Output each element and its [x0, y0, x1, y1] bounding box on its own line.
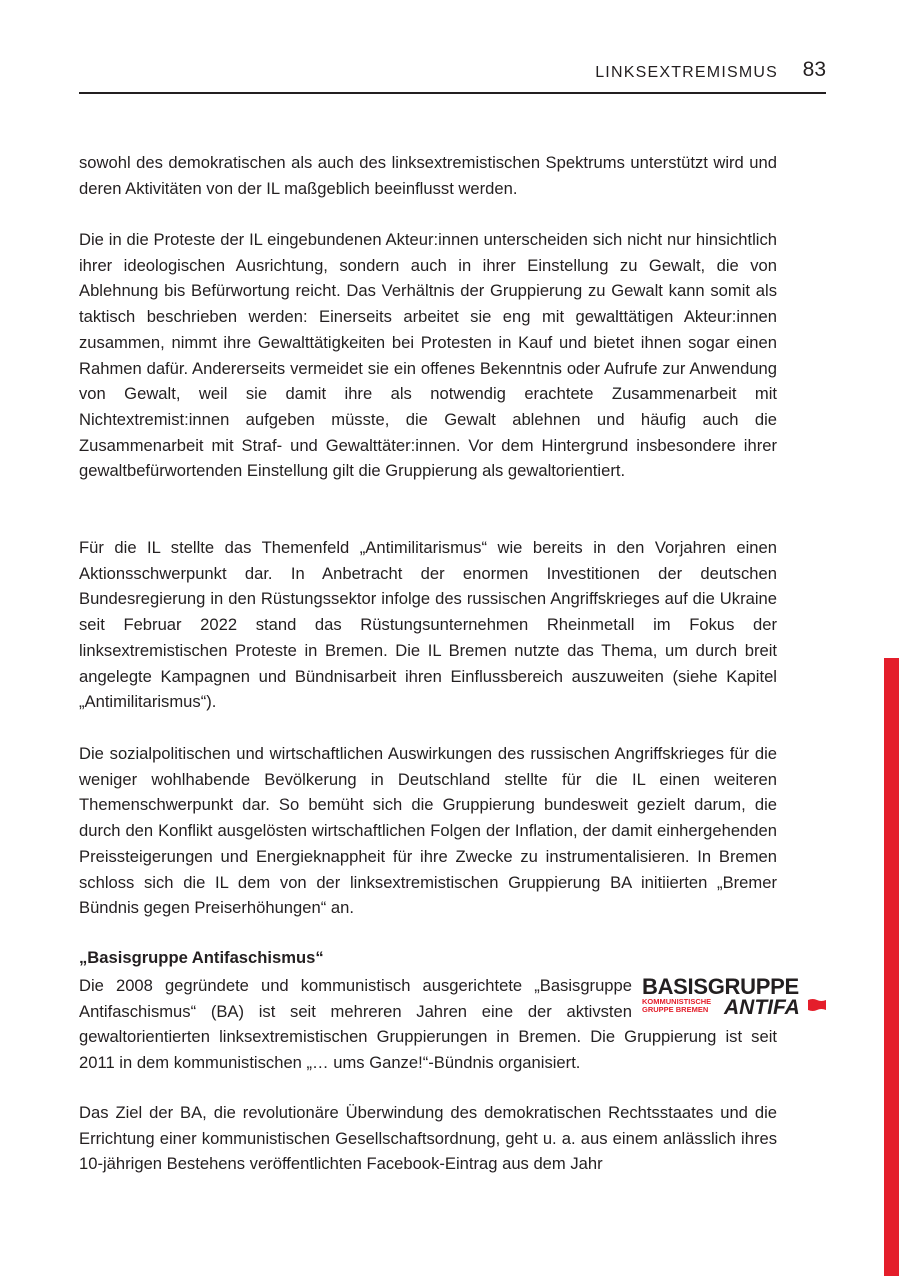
ba-paragraph-block: [79, 973, 800, 1076]
logo-sub1: KOMMUNISTISCHE: [642, 997, 712, 1006]
basisgruppe-antifa-logo: [642, 976, 828, 1024]
section-heading: „Basisgruppe Antifaschismus“: [79, 948, 324, 967]
logo-line1: BASISGRUPPE: [642, 974, 799, 999]
paragraph-2: Die in die Proteste der IL eingebundenen Akteur:innen unterscheiden sich nicht nur hinsichtlich ihrer ideologischen Ausrichtung, sondern auch in ihrer Einstellung zu Gewalt, die von Ablehnung bis Befürwortung reicht. Das Verhältnis der Gruppierung zu Gewalt kann somit als taktisch beschrieben werden: Einerseits arbeitet sie eng mit gewalttätigen Akteur:innen zusammen, nimmt ihre Gewalttätigkeiten bei Protesten in Kauf und bietet ihnen sogar einen Rahmen dafür. Andererseits vermeidet sie ein offenes Bekenntnis oder Aufrufe zur Anwendung von Gewalt, weil sie damit ihre als notwendig erachtete Zusammenarbeit mit Nichtextremist:innen aufgeben müsste, die Gewalt ablehnen und häufig auch die Zusammenarbeit mit Straf- und Gewalttäter:innen. Vor dem Hintergrund insbesondere ihrer gewaltbefürwortenden Einstellung gilt die Gruppierung als gewaltorientiert.: [79, 230, 777, 481]
section-title: LINKSEXTREMISMUS: [595, 64, 778, 81]
logo-sub2: GRUPPE BREMEN: [642, 1005, 709, 1014]
paragraph-1: sowohl des demokratischen als auch des linksextremistischen Spektrums unterstützt wird und deren Aktivitäten von der IL maßgeblich beeinflusst werden.: [79, 153, 777, 198]
ba-paragraph: Die 2008 gegründete und kommunistisch ausgerichtete „Basisgruppe Antifaschismus“ (BA) ist seit mehreren Jahren eine der aktivsten gewaltorientierten linksextremistischen Gruppierungen in Bremen. Die Gruppierung ist seit 2011 in dem kommunistischen „… ums Ganze!“-Bündnis organisiert.: [79, 976, 777, 1073]
logo-subtitle: [642, 998, 711, 1014]
paragraph-3: Für die IL stellte das Themenfeld „Antimilitarismus“ wie bereits in den Vorjahren einen Aktionsschwerpunkt dar. In Anbetracht der enormen Investitionen der deutschen Bundesregierung in den Rüstungssektor infolge des russischen Angriffskrieges auf die Ukraine seit Februar 2022 stand das Rüstungsunternehmen Rheinmetall im Fokus der linksextremistischen Proteste in Bremen. Die IL Bremen nutzte das Thema, um durch breit angelegte Kampagnen und Bündnisarbeit ihren Einflussbereich auszuweiten (siehe Kapitel „Antimilitarismus“).: [79, 538, 777, 712]
chapter-marker-bar: [884, 658, 899, 1276]
logo-line2: ANTIFA: [724, 996, 800, 1019]
paragraph-4: Die sozialpolitischen und wirtschaftlichen Auswirkungen des russischen Angriffskrieges für die weniger wohlhabende Bevölkerung in Deutschland stellte für die IL einen weiteren Themenschwerpunkt dar. So bemüht sich die Gruppierung bundesweit gezielt darum, die durch den Konflikt ausgelösten wirtschaftlichen Folgen der Inflation, der damit einhergehenden Preissteigerungen und Energieknappheit für ihre Zwecke zu instrumentalisieren. In Bremen schloss sich die IL dem von der linksextremistischen Gruppierung BA initiierten „Bremer Bündnis gegen Preiserhöhungen“ an.: [79, 744, 777, 918]
page-number: 83: [802, 58, 826, 81]
paragraph-last: Das Ziel der BA, die revolutionäre Überwindung des demokratischen Rechtsstaates und die Errichtung einer kommunistischen Gesellschaftsordnung, geht u. a. aus einem anlässlich ihres 10-jährigen Bestehens veröffentlichten Facebook-Eintrag aus dem Jahr: [79, 1103, 777, 1174]
flag-icon: [807, 998, 827, 1013]
running-header: [79, 58, 826, 94]
